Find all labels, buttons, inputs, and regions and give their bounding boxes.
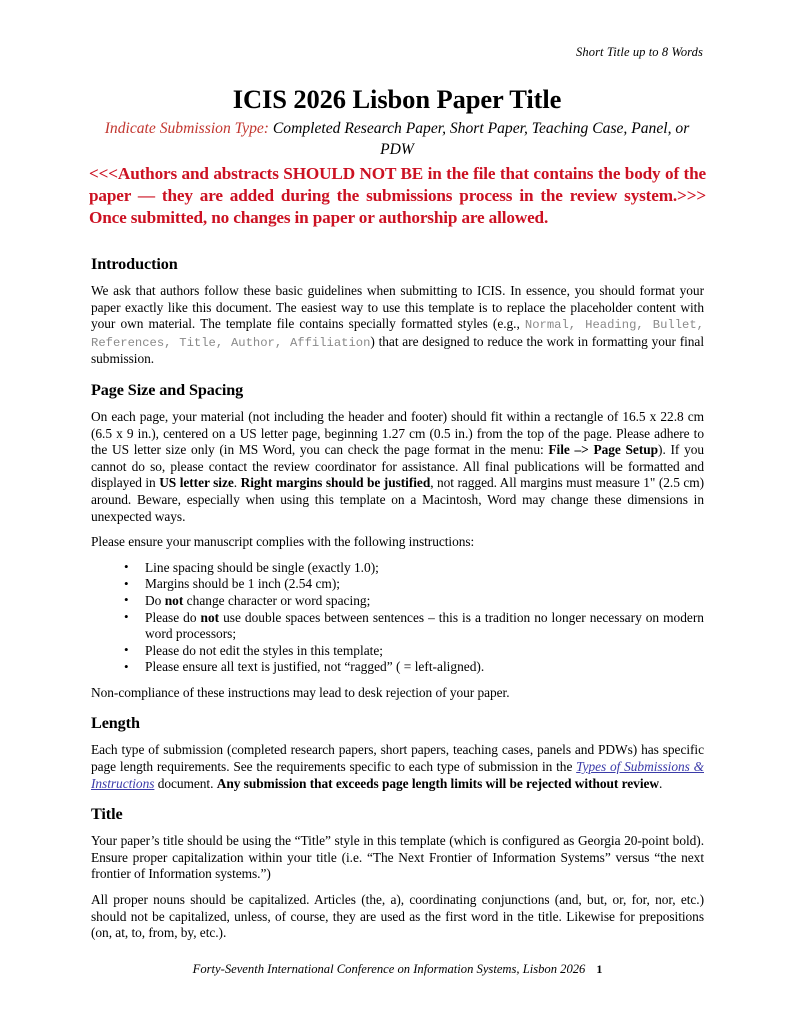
list-item — [91, 610, 704, 643]
heading-introduction: Introduction — [91, 255, 178, 273]
running-header: Short Title up to 8 Words — [576, 45, 703, 59]
list-item — [91, 659, 704, 676]
heading-length: Length — [91, 714, 140, 733]
paragraph-page-size — [91, 409, 704, 525]
page-setup-menu-path: File –> Page Setup — [548, 442, 659, 458]
paragraph-length — [91, 742, 704, 792]
length-text-a: Each type of submission (completed research papers, short papers, teaching cases, panels and PDWs) has specific page length requirements. See the requirements specific to each type of submission in the — [91, 742, 704, 775]
page-size-text-b: ). If you cannot do so, please contact the review coordinator for assistance. All final publications will be formatted and displayed in — [91, 442, 705, 491]
page-length-limit-emphasis: Any submission that exceeds page length limits will be rejected without review — [216, 775, 660, 791]
intro-text-part2: ) that are designed to reduce the work in formatting your final submission. — [91, 333, 704, 367]
length-text-c: . — [659, 775, 663, 791]
page-size-text-c: . — [233, 475, 241, 491]
bullet-text-post: change character or word spacing; — [183, 592, 371, 608]
list-item — [91, 643, 704, 660]
list-item — [91, 560, 704, 577]
page-size-text-d: , not ragged. All margins must measure 1" (2.5 cm) around. Beware, especially when using this template on a Macintosh, Word may change these dimensions in unexpected ways. — [91, 475, 705, 524]
page-footer — [91, 962, 704, 977]
submission-type-values: Completed Research Paper, Short Paper, Teaching Case, Panel, or PDW — [272, 120, 690, 158]
page-title: ICIS 2026 Lisbon Paper Title — [232, 84, 562, 114]
types-of-submissions-link[interactable]: Types of Submissions & Instructions — [91, 759, 704, 791]
document-body — [91, 255, 704, 942]
list-item — [91, 576, 704, 593]
paragraph-title-style: Your paper’s title should be using the “Title” style in this template (which is configured as Georgia 20-point bold). Ensure proper capitalization within your title (i.e. “The Next Frontier of Information Systems” versus “the next frontier of Information systems.”) — [91, 833, 704, 882]
right-margins-emphasis: Right margins should be justified — [240, 475, 431, 491]
paragraph-introduction — [91, 283, 704, 368]
bullet-text-pre: Please do — [145, 609, 201, 625]
style-names-list: Normal, Heading, Bullet, References, Title, Author, Affiliation — [91, 318, 704, 350]
bullet-text-pre: Margins should be 1 inch (2.54 cm); — [145, 576, 341, 592]
bullet-text-pre: Please ensure all text is justified, not “ragged” ( = left-aligned). — [145, 659, 485, 675]
intro-text-part1: We ask that authors follow these basic guidelines when submitting to ICIS. In essence, you should format your paper exactly like this document. The easiest way to use this template is to replace the placeholder content with your own material. The template file contains specially formatted styles (e.g., — [91, 283, 704, 332]
authors-abstract-warning: <<<Authors and abstracts SHOULD NOT BE in the file that contains the body of the paper — they are added during the submissions process in the review system.>>> Once submitted, no changes in paper or authorship are allowed. — [89, 164, 706, 228]
paragraph-non-compliance: Non-compliance of these instructions may lead to desk rejection of your paper. — [91, 684, 510, 700]
list-item — [91, 593, 704, 610]
submission-type-line — [91, 118, 703, 160]
bullet-text-bold: not — [200, 609, 220, 625]
length-text-b: document. — [154, 775, 217, 791]
bullet-text-bold: not — [164, 592, 184, 608]
footer-conference-name: Forty-Seventh International Conference on Information Systems, Lisbon 2026 — [192, 962, 586, 976]
paragraph-instructions-intro: Please ensure your manuscript complies with the following instructions: — [91, 534, 475, 550]
bullet-text-post: use double spaces between sentences – this is a tradition no longer necessary on modern word processors; — [145, 609, 704, 642]
bullet-text-pre: Line spacing should be single (exactly 1.0); — [145, 559, 379, 575]
bullet-text-pre: Do — [145, 592, 165, 608]
title-block — [91, 84, 703, 160]
us-letter-size-emphasis: US letter size — [159, 475, 234, 491]
heading-title: Title — [91, 805, 123, 824]
page-size-text-a: On each page, your material (not including the header and footer) should fit within a rectangle of 16.5 x 22.8 cm (6.5 x 9 in.), centered on a US letter page, beginning 1.27 cm (0.5 in.) from the top of the page. Please adhere to the US letter size only (in MS Word, you can check the page format in the menu: — [91, 408, 704, 458]
instructions-bullet-list — [91, 560, 704, 676]
submission-type-label: Indicate Submission Type: — [104, 120, 269, 137]
footer-page-number: 1 — [596, 962, 603, 976]
bullet-text-pre: Please do not edit the styles in this template; — [145, 642, 384, 658]
paragraph-capitalization: All proper nouns should be capitalized. Articles (the, a), coordinating conjunctions (and, but, or, for, nor, etc.) should not be capitalized, unless, of course, they are used as the first word in the title. Likewise for prepositions (on, at, to, from, by, etc.). — [91, 892, 704, 941]
heading-page-size-and-spacing: Page Size and Spacing — [91, 380, 244, 399]
